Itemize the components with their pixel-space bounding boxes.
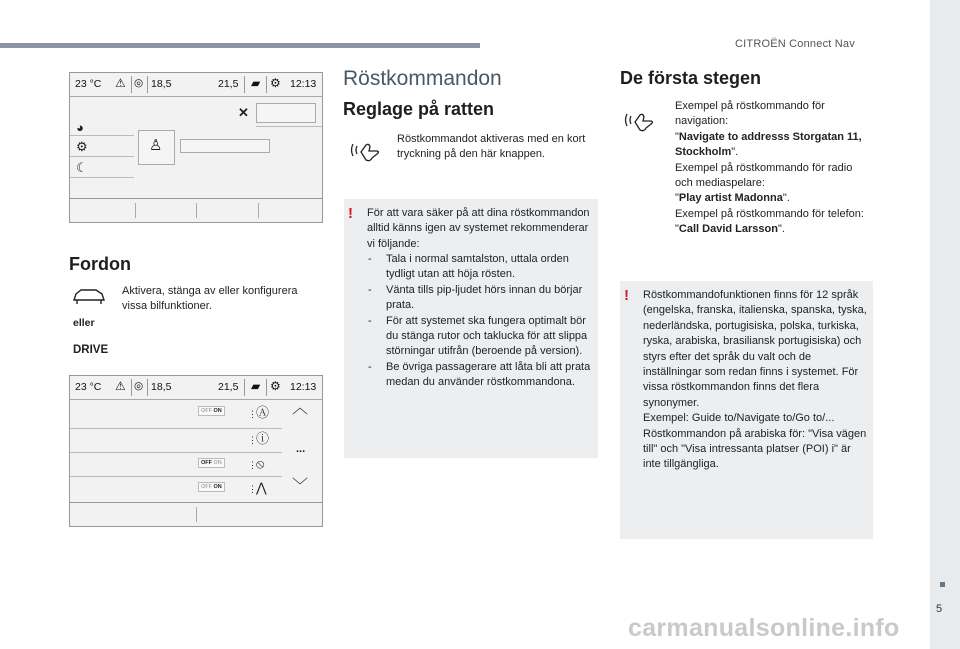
radio-example: "Play artist Madonna". <box>675 192 790 205</box>
more-icon[interactable]: ⋮ <box>248 435 257 445</box>
examples-block <box>675 99 870 238</box>
fordon-description: Aktivera, stänga av eller konfigurera vissa bilfunktioner. <box>122 285 298 313</box>
warning-icon: ⚠ <box>115 76 126 90</box>
phone-example: "Call David Larsson". <box>675 223 785 236</box>
more-icon[interactable]: ⋮ <box>248 409 257 419</box>
header-rule <box>0 43 480 48</box>
info-icon[interactable]: ⓘ <box>256 431 270 446</box>
forsta-heading: De första stegen <box>620 68 762 88</box>
tips-list <box>367 252 591 391</box>
more-icon[interactable]: ⋮ <box>248 460 257 470</box>
voice-command-icon <box>350 138 384 166</box>
chevron-down-icon[interactable]: ﹀ <box>292 478 309 495</box>
profile-name-field[interactable] <box>180 139 270 153</box>
rostkommando-intro: Röstkommandot aktiveras med en kort tryckning på den här knappen. <box>397 133 586 161</box>
lane-icon[interactable]: ⋀ <box>256 480 267 495</box>
warning-mark: ! <box>624 287 629 304</box>
status-bar <box>70 376 322 400</box>
tips-note <box>344 199 598 458</box>
warning-mark: ! <box>348 205 353 222</box>
top-field[interactable] <box>256 103 316 123</box>
gear-icon[interactable]: ⚙ <box>270 379 281 393</box>
close-icon[interactable]: ✕ <box>238 105 249 120</box>
toggle-switch[interactable]: OFF ON <box>198 406 225 416</box>
profile-button[interactable] <box>138 130 175 165</box>
right-temp: 21,5 <box>218 78 239 90</box>
list-item: - För att systemet ska fungera optimalt bör du stänga rutor och taklucka för att slippa störningar utifrån (beroende på version). <box>367 314 591 360</box>
eller-label: eller <box>73 317 95 329</box>
rostkommandon-heading: Röstkommandon <box>343 67 502 90</box>
watermark: carmanualsonline.info <box>628 614 900 642</box>
more-icon[interactable]: ⋮ <box>248 484 257 494</box>
language-note-text: Röstkommandofunktionen finns för 12 språk (engelska, franska, italienska, spanska, tyska, nederländska, portugisiska, polska, turkiska, ryska, arabiska, brasiliansk portugisiska) och styrs efter det språk du valt och de inställningar som redan finns i systemet. För vissa röstkommandon finns det flera synonymer. Exempel: Guide to/Navigate to/Go to/... Röstkommandon på arabiska för: "Visa vägen till" och "Visa intressanta platser (POI) i" är inte tillgängliga. <box>643 289 867 471</box>
status-bar <box>70 73 322 97</box>
left-temp: 18,5 <box>151 381 172 393</box>
tips-intro: För att vara säker på att dina röstkommandon alltid känns igen av systemet rekommenderar vi följande: <box>367 207 590 250</box>
settings-audio-icon[interactable]: ⚙ <box>76 139 88 154</box>
temperature-label: 23 °C <box>75 78 102 90</box>
warning-icon: ⚠ <box>115 379 126 393</box>
page-number: 5 <box>936 603 943 615</box>
settings-screen <box>69 72 323 223</box>
vehicle-screen <box>69 375 323 527</box>
car-icon[interactable]: ▰ <box>251 379 261 393</box>
list-item: - Be övriga passagerare att låta bli att prata medan du använder röstkommandona. <box>367 360 591 391</box>
clock-label: 12:13 <box>290 381 317 393</box>
target-icon: ◎ <box>134 77 144 89</box>
night-mode-icon[interactable]: ☾ <box>76 160 88 175</box>
car-outline-icon <box>72 286 106 306</box>
voice-command-icon <box>624 108 658 136</box>
car-icon[interactable]: ▰ <box>251 76 261 90</box>
fordon-heading: Fordon <box>69 254 131 274</box>
chevron-up-icon[interactable]: ︿ <box>292 400 309 417</box>
nav-intro: Exempel på röstkommando för navigation: <box>675 100 825 128</box>
phone-intro: Exempel på röstkommando för telefon: <box>675 207 864 220</box>
temperature-label: 23 °C <box>75 381 102 393</box>
gear-icon[interactable]: ⚙ <box>270 76 281 90</box>
right-temp: 21,5 <box>218 381 239 393</box>
user-icon: ♙ <box>149 137 163 154</box>
drive-label: DRIVE <box>73 344 109 356</box>
list-item: - Tala i normal samtalston, uttala orden tydligt utan att höja rösten. <box>367 252 591 283</box>
alert-icon[interactable]: ⦸ <box>256 456 265 471</box>
page-marker <box>940 582 945 587</box>
reglage-heading: Reglage på ratten <box>343 99 495 119</box>
target-icon: ◎ <box>134 380 144 392</box>
brand-label: CITROËN Connect Nav <box>735 38 855 50</box>
list-item: - Vänta tills pip-ljudet hörs innan du börjar prata. <box>367 283 591 314</box>
left-temp: 18,5 <box>151 78 172 90</box>
clock-label: 12:13 <box>290 78 317 90</box>
auto-icon[interactable]: Ⓐ <box>256 405 270 420</box>
toggle-switch[interactable]: OFF ON <box>198 482 225 492</box>
radio-intro: Exempel på röstkommando för radio och mediaspelare: <box>675 161 853 190</box>
more-options[interactable]: ... <box>296 443 306 455</box>
palette-icon[interactable]: ◕ <box>76 120 84 135</box>
side-strip <box>930 0 960 649</box>
toggle-switch[interactable]: OFF ON <box>198 458 225 468</box>
nav-example: "Navigate to addresss Storgatan 11, Stockholm". <box>675 130 862 159</box>
language-note <box>620 281 873 539</box>
